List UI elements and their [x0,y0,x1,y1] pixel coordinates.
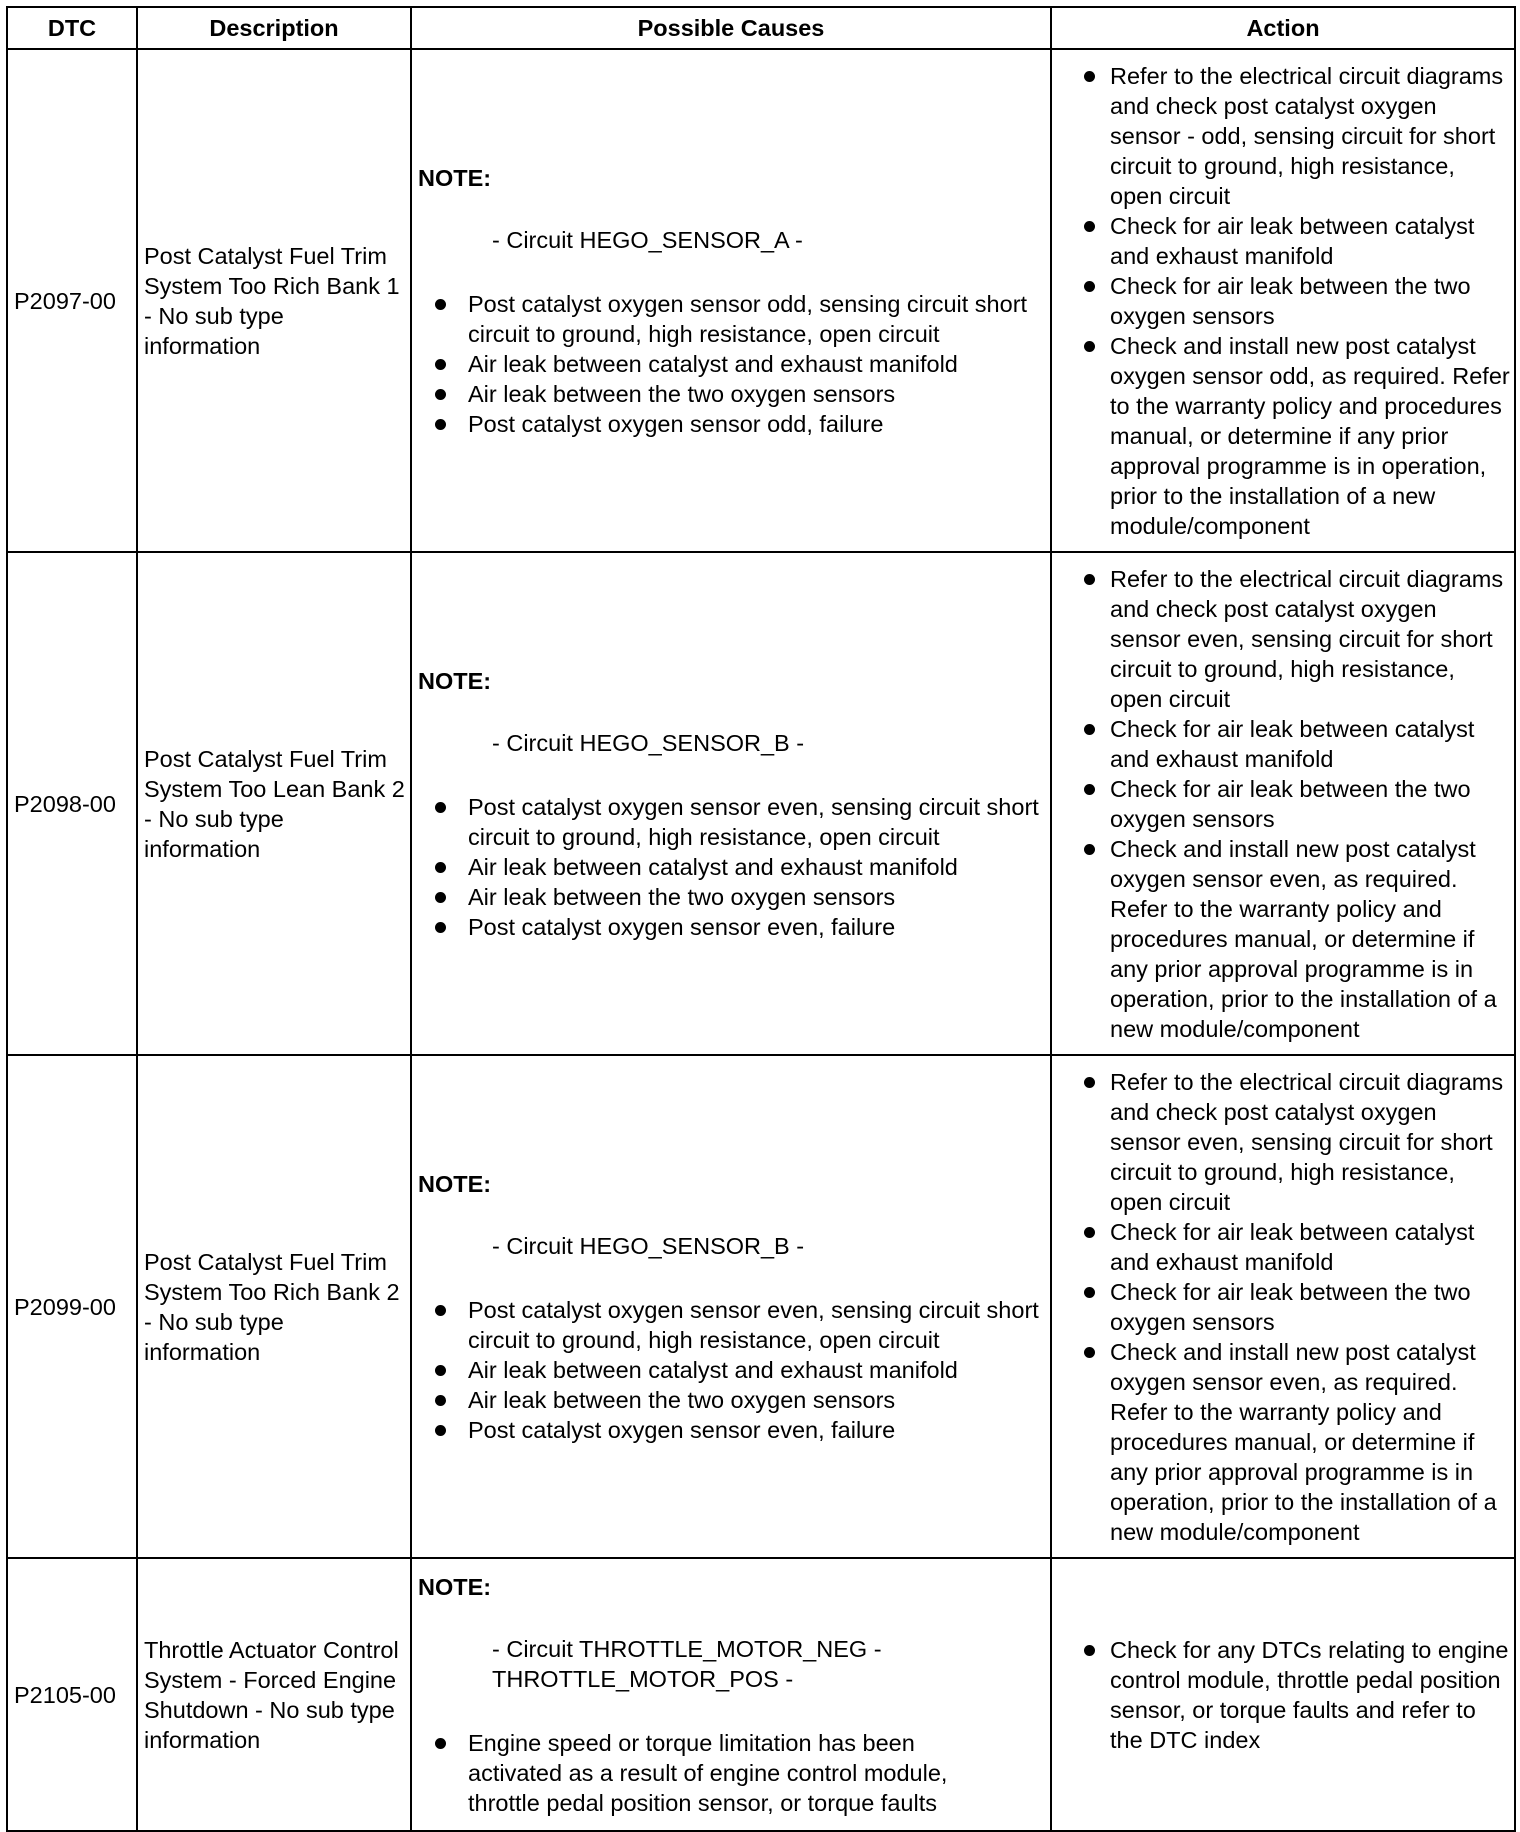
dtc-code: P2097-00 [7,49,137,552]
action-item: Check for air leak between the two oxygen sensors [1058,271,1510,331]
action-item: Check for air leak between the two oxygen sensors [1058,1277,1510,1337]
possible-causes-cell [411,1558,1051,1831]
dtc-code: P2105-00 [7,1558,137,1831]
causes-list [418,1728,986,1818]
description-cell: Post Catalyst Fuel Trim System Too Rich Bank 1 - No sub type information [137,49,411,552]
circuit-note: - Circuit HEGO_SENSOR_B - [492,1232,805,1259]
cause-item: Air leak between the two oxygen sensors [418,882,1046,912]
action-item: Check and install new post catalyst oxygen sensor even, as required. Refer to the warranty policy and procedures manual, or determine if any prior approval programme is in operation, prior to the installation of a new module/component [1058,1337,1510,1547]
action-item: Refer to the electrical circuit diagrams and check post catalyst oxygen sensor even, sensing circuit for short circuit to ground, high resistance, open circuit [1058,564,1510,714]
circuit-note: - Circuit THROTTLE_MOTOR_NEG - THROTTLE_MOTOR_POS - [492,1635,882,1692]
header-dtc: DTC [7,7,137,49]
note-label: NOTE: [418,164,492,191]
note-label: NOTE: [418,1170,492,1197]
cause-item: Air leak between catalyst and exhaust manifold [418,852,1046,882]
header-possible-causes: Possible Causes [411,7,1051,49]
cause-item: Air leak between the two oxygen sensors [418,1385,1046,1415]
table-row [7,49,1515,552]
causes-list [418,1295,1046,1445]
possible-causes-cell [411,1055,1051,1558]
action-cell [1051,552,1515,1055]
action-item: Check for air leak between the two oxygen sensors [1058,774,1510,834]
causes-list [418,792,1046,942]
cause-item: Post catalyst oxygen sensor odd, failure [418,409,1046,439]
cause-item: Air leak between catalyst and exhaust manifold [418,1355,1046,1385]
table-row [7,552,1515,1055]
action-item: Check and install new post catalyst oxygen sensor even, as required. Refer to the warranty policy and procedures manual, or determine if any prior approval programme is in operation, prior to the installation of a new module/component [1058,834,1510,1044]
action-item: Check for air leak between catalyst and exhaust manifold [1058,714,1510,774]
cause-item: Air leak between the two oxygen sensors [418,379,1046,409]
header-action: Action [1051,7,1515,49]
note-label: NOTE: [418,1573,492,1600]
cause-item: Post catalyst oxygen sensor even, sensing circuit short circuit to ground, high resistance, open circuit [418,792,1046,852]
action-cell [1051,1558,1515,1831]
action-item: Refer to the electrical circuit diagrams and check post catalyst oxygen sensor - odd, sensing circuit for short circuit to ground, high resistance, open circuit [1058,61,1510,211]
cause-item: Post catalyst oxygen sensor odd, sensing circuit short circuit to ground, high resistance, open circuit [418,289,1046,349]
table-row [7,1055,1515,1558]
action-item: Check for any DTCs relating to engine control module, throttle pedal position sensor, or torque faults and refer to the DTC index [1058,1635,1510,1755]
possible-causes-cell [411,552,1051,1055]
dtc-table [6,6,1516,1832]
header-row [7,7,1515,49]
cause-item: Air leak between catalyst and exhaust manifold [418,349,1046,379]
description-cell: Post Catalyst Fuel Trim System Too Lean Bank 2 - No sub type information [137,552,411,1055]
action-item: Refer to the electrical circuit diagrams and check post catalyst oxygen sensor even, sensing circuit for short circuit to ground, high resistance, open circuit [1058,1067,1510,1217]
action-cell [1051,49,1515,552]
action-cell [1051,1055,1515,1558]
cause-item: Engine speed or torque limitation has been activated as a result of engine control module, throttle pedal position sensor, or torque faults [418,1728,986,1818]
header-description: Description [137,7,411,49]
causes-list [418,289,1046,439]
dtc-code: P2099-00 [7,1055,137,1558]
actions-list [1058,1635,1510,1755]
description-cell: Post Catalyst Fuel Trim System Too Rich Bank 2 - No sub type information [137,1055,411,1558]
cause-item: Post catalyst oxygen sensor even, sensing circuit short circuit to ground, high resistance, open circuit [418,1295,1046,1355]
possible-causes-cell [411,49,1051,552]
action-item: Check for air leak between catalyst and exhaust manifold [1058,211,1510,271]
actions-list [1058,564,1510,1044]
circuit-note: - Circuit HEGO_SENSOR_A - [492,226,803,253]
action-item: Check for air leak between catalyst and exhaust manifold [1058,1217,1510,1277]
description-cell: Throttle Actuator Control System - Forced Engine Shutdown - No sub type information [137,1558,411,1831]
actions-list [1058,61,1510,541]
cause-item: Post catalyst oxygen sensor even, failure [418,1415,1046,1445]
action-item: Check and install new post catalyst oxygen sensor odd, as required. Refer to the warranty policy and procedures manual, or determine if any prior approval programme is in operation, prior to the installation of a new module/component [1058,331,1510,541]
note-label: NOTE: [418,667,492,694]
cause-item: Post catalyst oxygen sensor even, failure [418,912,1046,942]
dtc-code: P2098-00 [7,552,137,1055]
actions-list [1058,1067,1510,1547]
table-row [7,1558,1515,1831]
circuit-note: - Circuit HEGO_SENSOR_B - [492,729,805,756]
